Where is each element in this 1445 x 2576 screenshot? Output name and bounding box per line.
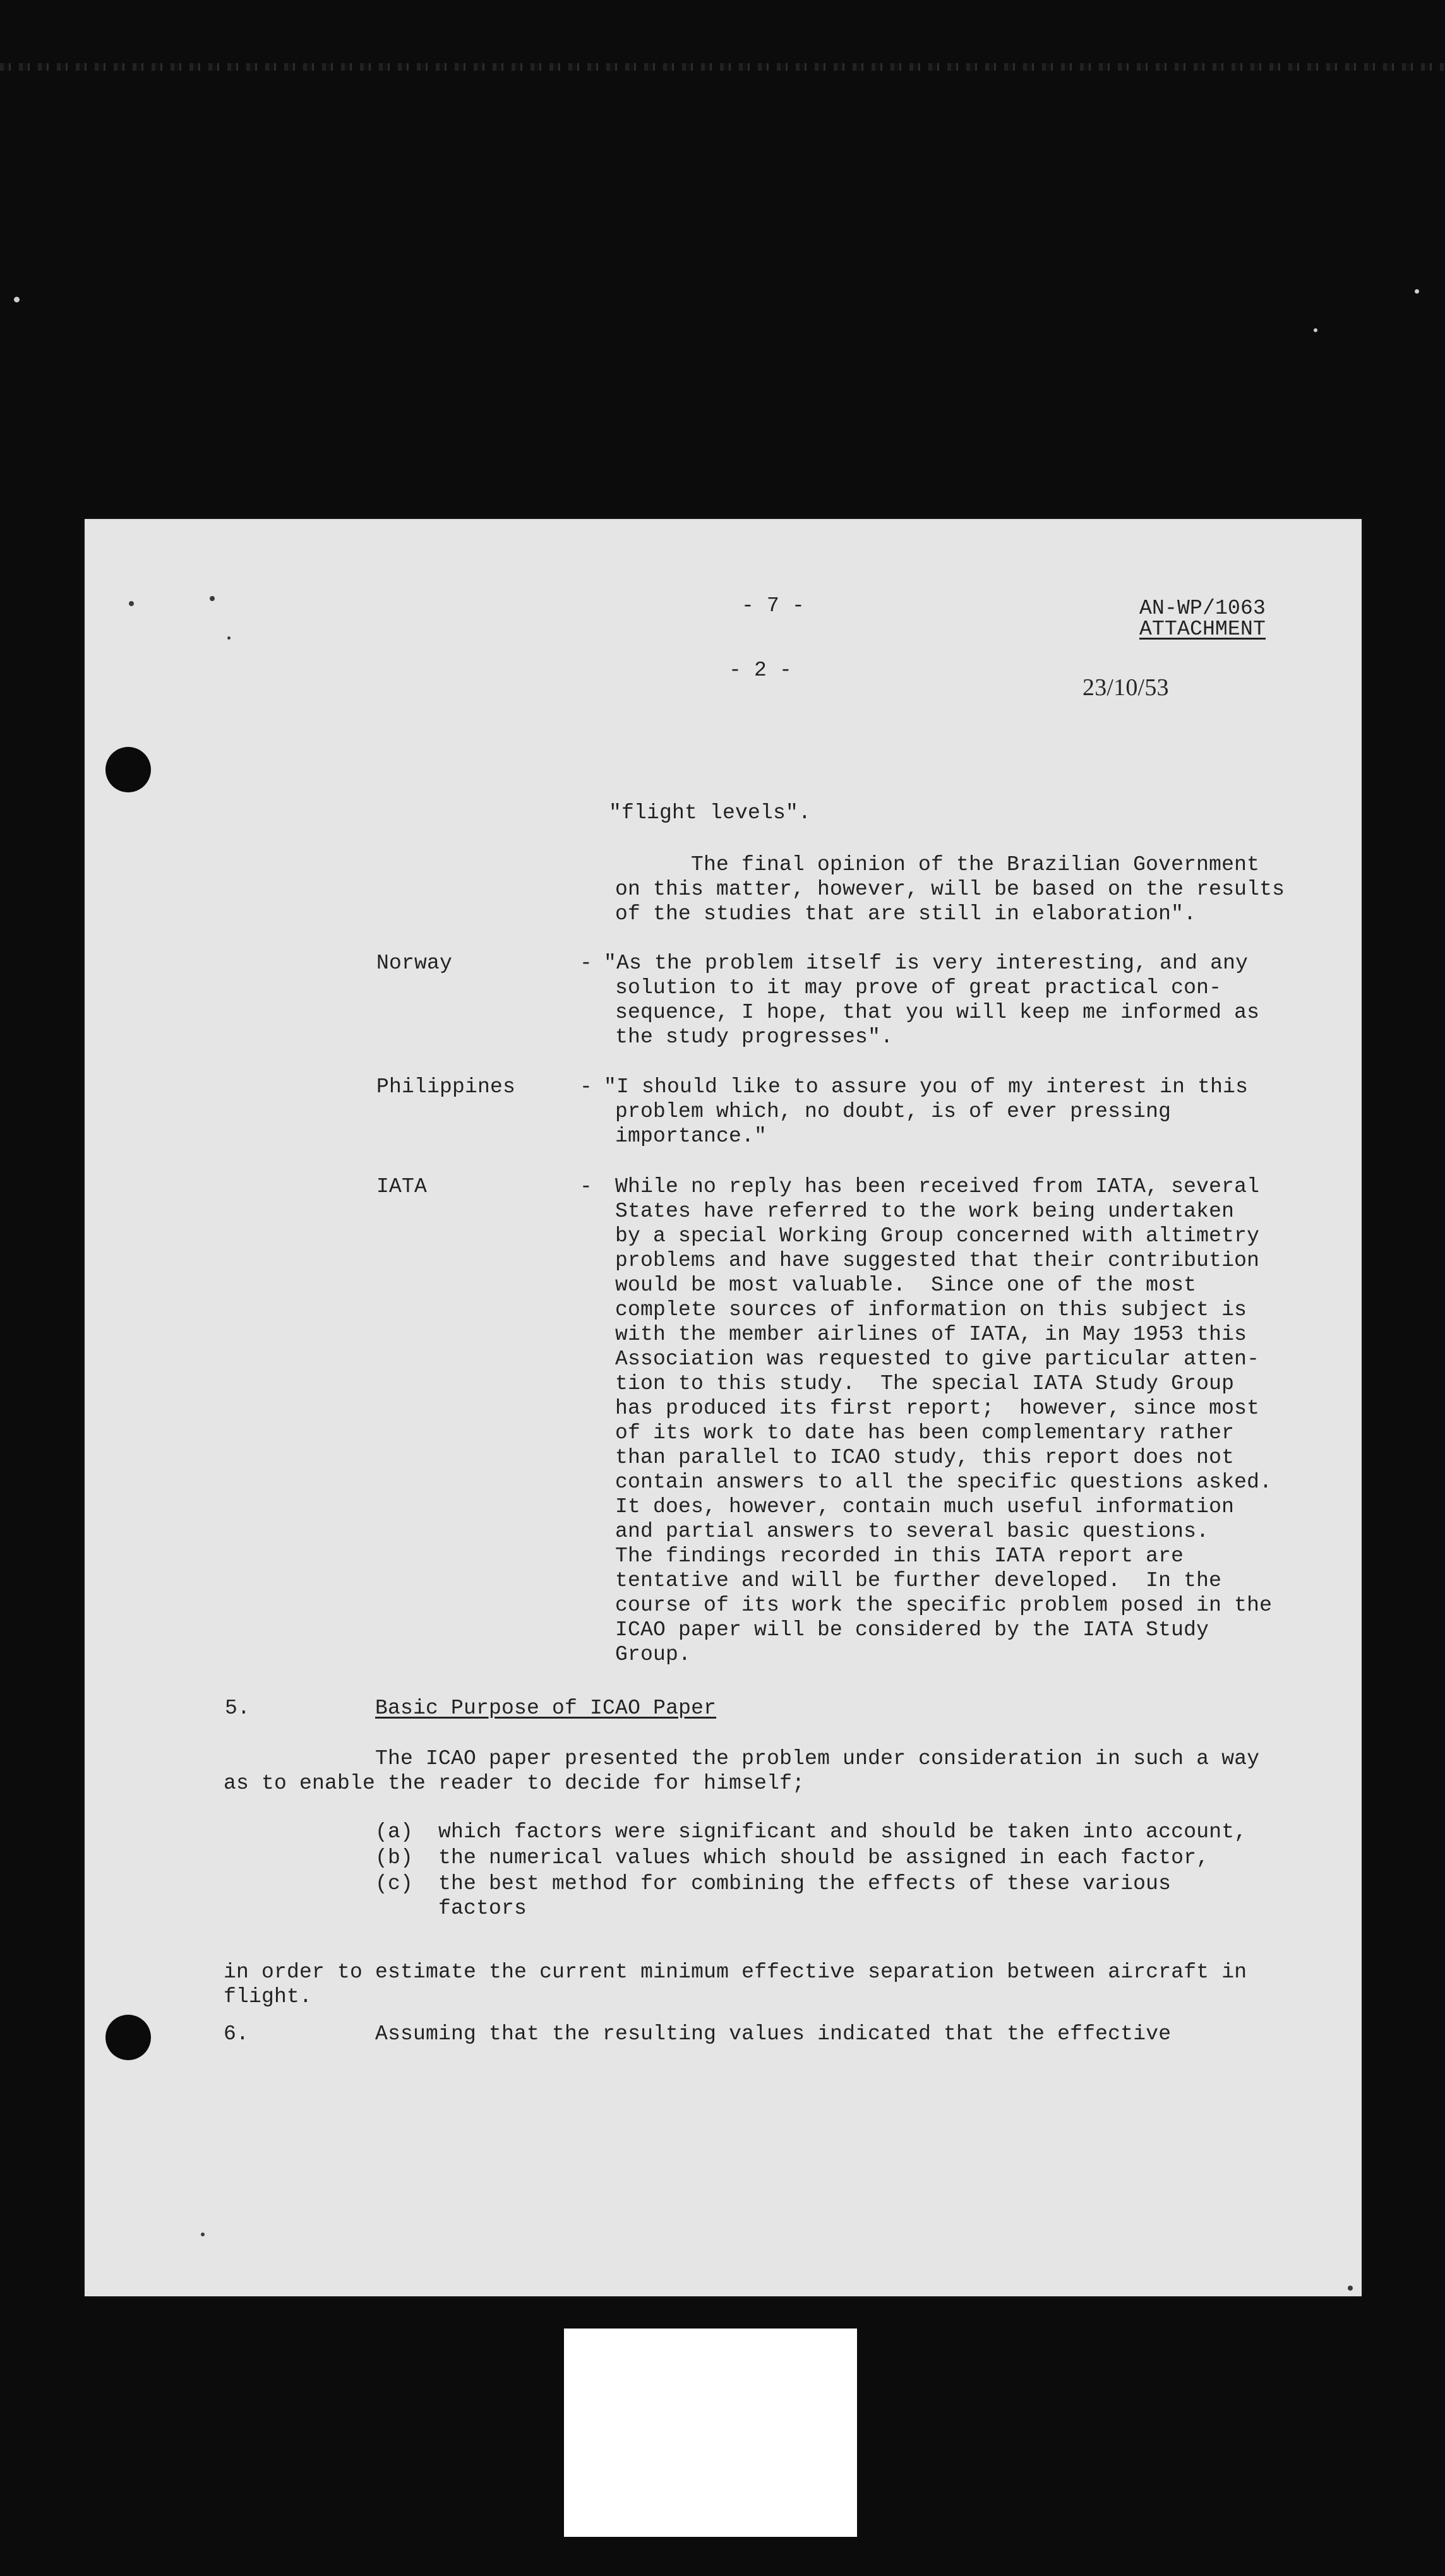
reply-text-line: sequence, I hope, that you will keep me informed as: [615, 1001, 1260, 1024]
reply-text-line: ICAO paper will be considered by the IATA Study: [615, 1618, 1209, 1642]
reply-text-line: It does, however, contain much useful information: [615, 1495, 1235, 1518]
dust-speck: [201, 2233, 205, 2236]
reply-text-line: the study progresses".: [615, 1025, 894, 1049]
list-item-text: which factors were significant and should be taken into account,: [438, 1820, 1247, 1844]
reply-party-iata: IATA: [376, 1175, 428, 1198]
reply-text-line: While no reply has been received from IATA, several: [615, 1175, 1260, 1198]
reply-text-line: problem which, no doubt, is of ever pressing: [615, 1100, 1172, 1123]
brazil-paragraph-line: of the studies that are still in elaboration".: [615, 902, 1197, 926]
brazil-paragraph-line: The final opinion of the Brazilian Government: [691, 853, 1260, 876]
dust-speck: [210, 596, 215, 601]
inner-page-number: - 2 -: [729, 659, 793, 682]
reply-text-line: "As the problem itself is very interesting, and any: [604, 951, 1249, 975]
reply-text-line: complete sources of information on this subject is: [615, 1298, 1247, 1321]
reply-text-line: of its work to date has been complementary rather: [615, 1421, 1235, 1445]
reply-dash: -: [580, 951, 593, 975]
section-5-closing-line: flight.: [224, 1985, 313, 2008]
dust-speck: [1348, 2286, 1353, 2291]
section-5-intro-line: The ICAO paper presented the problem under consideration in such a way: [375, 1747, 1260, 1770]
reply-text-line: course of its work the specific problem posed in the: [615, 1594, 1273, 1617]
reply-text-line: importance.": [615, 1124, 767, 1148]
reply-text-line: problems and have suggested that their contribution: [615, 1249, 1260, 1272]
reply-text-line: would be most valuable. Since one of the most: [615, 1273, 1197, 1297]
reply-text-line: contain answers to all the specific questions asked.: [615, 1470, 1273, 1494]
dust-speck: [1415, 289, 1419, 294]
reply-text-line: and partial answers to several basic questions.: [615, 1520, 1209, 1543]
reply-text-line: has produced its first report; however, since most: [615, 1397, 1260, 1420]
list-item-text: factors: [438, 1897, 527, 1920]
reply-text-line: Association was requested to give particular atten-: [615, 1347, 1260, 1371]
scan-edge-noise: [0, 63, 1445, 71]
section-5-heading: Basic Purpose of ICAO Paper: [375, 1696, 717, 1720]
reply-text-line: The findings recorded in this IATA report are: [615, 1544, 1184, 1568]
list-item-label: (b): [375, 1846, 414, 1869]
dust-speck: [227, 636, 231, 640]
reply-text-line: tion to this study. The special IATA Study Group: [615, 1372, 1235, 1395]
dust-speck: [1314, 328, 1317, 332]
continuation-text: "flight levels".: [609, 801, 812, 825]
reply-dash: -: [580, 1075, 593, 1099]
white-card-overlay: [564, 2329, 857, 2537]
reply-text-line: tentative and will be further developed. In the: [615, 1569, 1222, 1592]
reply-party-norway: Norway: [376, 951, 453, 975]
list-item-label: (c): [375, 1872, 414, 1895]
list-item-label: (a): [375, 1820, 414, 1844]
section-5-closing-line: in order to estimate the current minimum effective separation between aircraft in: [224, 1960, 1247, 1984]
section-6-text: Assuming that the resulting values indicated that the effective: [375, 2022, 1172, 2046]
document-page: [85, 519, 1362, 2296]
reply-text-line: Group.: [615, 1643, 692, 1666]
dust-speck: [129, 601, 134, 606]
section-5-number: 5.: [225, 1696, 251, 1720]
dust-speck: [14, 297, 20, 302]
handwritten-date: 23/10/53: [1082, 674, 1169, 701]
reply-text-line: "I should like to assure you of my interest in this: [604, 1075, 1249, 1099]
reply-text-line: solution to it may prove of great practical con-: [615, 976, 1222, 999]
reply-text-line: States have referred to the work being undertaken: [615, 1200, 1235, 1223]
reply-text-line: with the member airlines of IATA, in May 1953 this: [615, 1323, 1247, 1346]
reply-party-philippines: Philippines: [376, 1075, 516, 1099]
reply-dash: -: [580, 1175, 593, 1198]
reply-text-line: than parallel to ICAO study, this report does not: [615, 1446, 1235, 1469]
punch-hole: [105, 747, 151, 792]
brazil-paragraph-line: on this matter, however, will be based on the results: [615, 878, 1285, 901]
reply-text-line: by a special Working Group concerned with altimetry: [615, 1224, 1260, 1248]
list-item-text: the best method for combining the effects of these various: [438, 1872, 1172, 1895]
doc-reference: AN-WP/1063: [1139, 597, 1266, 620]
section-5-intro-line: as to enable the reader to decide for himself;: [224, 1772, 805, 1795]
outer-page-number: - 7 -: [741, 594, 805, 617]
attachment-label: ATTACHMENT: [1139, 617, 1266, 641]
section-6-number: 6.: [224, 2022, 249, 2046]
list-item-text: the numerical values which should be assigned in each factor,: [438, 1846, 1209, 1869]
punch-hole: [105, 2015, 151, 2060]
